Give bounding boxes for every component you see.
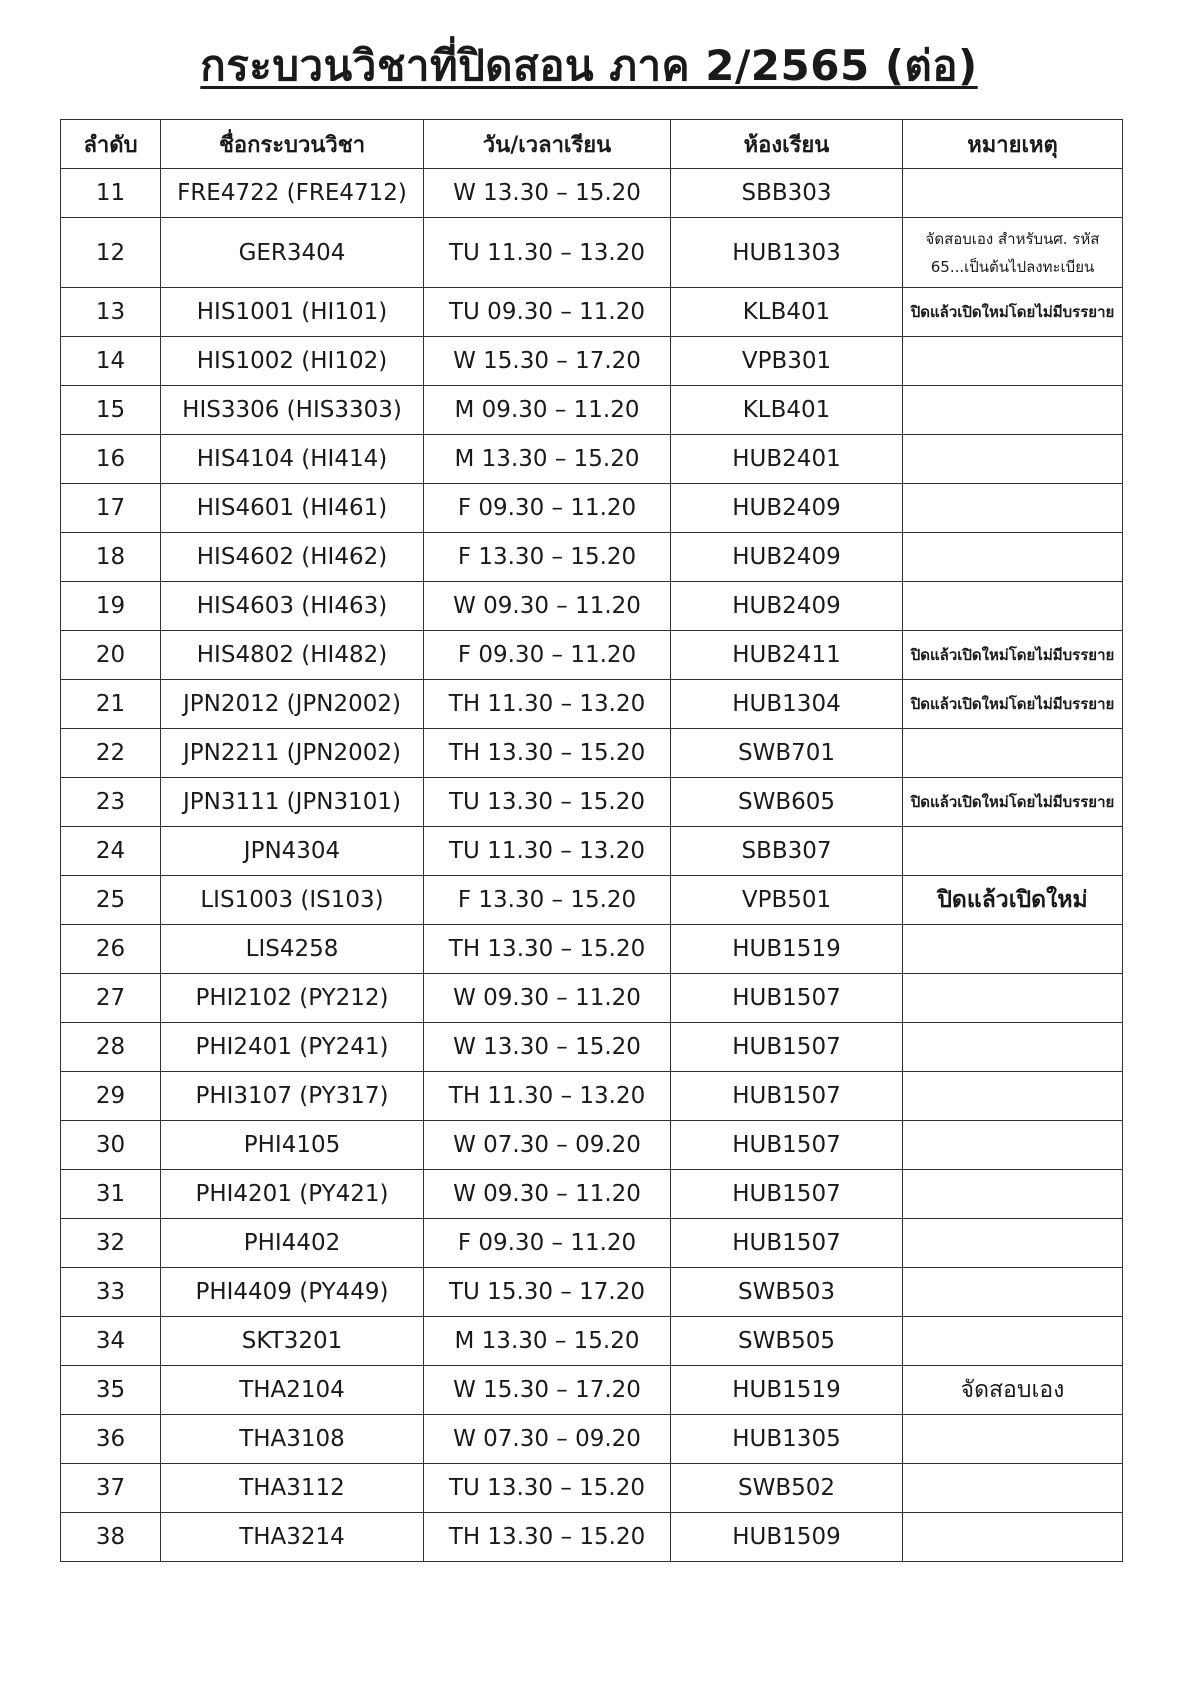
cell-room: VPB501 xyxy=(671,876,903,925)
cell-time: TU 09.30 – 11.20 xyxy=(424,288,671,337)
cell-course: THA3108 xyxy=(161,1415,424,1464)
cell-no: 30 xyxy=(61,1121,161,1170)
cell-remark xyxy=(903,827,1123,876)
table-row xyxy=(61,680,1123,729)
cell-room: SWB505 xyxy=(671,1317,903,1366)
cell-room: SWB502 xyxy=(671,1464,903,1513)
table-row xyxy=(61,1317,1123,1366)
cell-course: JPN4304 xyxy=(161,827,424,876)
cell-time: W 13.30 – 15.20 xyxy=(424,169,671,218)
cell-course: LIS1003 (IS103) xyxy=(161,876,424,925)
cell-remark xyxy=(903,582,1123,631)
cell-no: 11 xyxy=(61,169,161,218)
cell-remark xyxy=(903,533,1123,582)
cell-course: FRE4722 (FRE4712) xyxy=(161,169,424,218)
cell-time: F 09.30 – 11.20 xyxy=(424,1219,671,1268)
cell-room: KLB401 xyxy=(671,386,903,435)
table-row xyxy=(61,729,1123,778)
cell-remark xyxy=(903,925,1123,974)
cell-remark xyxy=(903,1121,1123,1170)
cell-remark xyxy=(903,778,1123,827)
cell-course: PHI4105 xyxy=(161,1121,424,1170)
cell-no: 34 xyxy=(61,1317,161,1366)
cell-room: SBB307 xyxy=(671,827,903,876)
cell-course: PHI4402 xyxy=(161,1219,424,1268)
cell-room: SWB503 xyxy=(671,1268,903,1317)
cell-remark xyxy=(903,288,1123,337)
cell-room: KLB401 xyxy=(671,288,903,337)
cell-room: HUB1305 xyxy=(671,1415,903,1464)
cell-no: 31 xyxy=(61,1170,161,1219)
cell-course: HIS4601 (HI461) xyxy=(161,484,424,533)
cell-time: W 07.30 – 09.20 xyxy=(424,1121,671,1170)
remark-text: จัดสอบเอง xyxy=(960,1377,1065,1403)
cell-no: 28 xyxy=(61,1023,161,1072)
cell-room: HUB2409 xyxy=(671,533,903,582)
table-row xyxy=(61,1023,1123,1072)
cell-course: HIS4603 (HI463) xyxy=(161,582,424,631)
cell-time: TH 11.30 – 13.20 xyxy=(424,1072,671,1121)
cell-no: 16 xyxy=(61,435,161,484)
cell-no: 27 xyxy=(61,974,161,1023)
cell-time: TU 11.30 – 13.20 xyxy=(424,218,671,288)
cell-time: M 09.30 – 11.20 xyxy=(424,386,671,435)
cell-time: TU 13.30 – 15.20 xyxy=(424,1464,671,1513)
cell-no: 20 xyxy=(61,631,161,680)
cell-no: 23 xyxy=(61,778,161,827)
cell-time: TH 11.30 – 13.20 xyxy=(424,680,671,729)
cell-time: TH 13.30 – 15.20 xyxy=(424,1513,671,1562)
cell-time: F 13.30 – 15.20 xyxy=(424,533,671,582)
cell-course: HIS4602 (HI462) xyxy=(161,533,424,582)
cell-remark xyxy=(903,1170,1123,1219)
table-row xyxy=(61,1513,1123,1562)
cell-remark xyxy=(903,218,1123,288)
cell-room: SWB701 xyxy=(671,729,903,778)
cell-course: GER3404 xyxy=(161,218,424,288)
cell-time: TU 13.30 – 15.20 xyxy=(424,778,671,827)
cell-remark xyxy=(903,435,1123,484)
table-row xyxy=(61,1072,1123,1121)
cell-time: F 13.30 – 15.20 xyxy=(424,876,671,925)
cell-course: THA3112 xyxy=(161,1464,424,1513)
table-row xyxy=(61,974,1123,1023)
header-time: วัน/เวลาเรียน xyxy=(424,120,671,169)
cell-remark xyxy=(903,974,1123,1023)
cell-no: 36 xyxy=(61,1415,161,1464)
cell-room: HUB2409 xyxy=(671,484,903,533)
table-row xyxy=(61,582,1123,631)
cell-room: HUB1507 xyxy=(671,1023,903,1072)
table-row xyxy=(61,386,1123,435)
table-row xyxy=(61,1268,1123,1317)
cell-room: HUB2401 xyxy=(671,435,903,484)
table-row xyxy=(61,1415,1123,1464)
table-row xyxy=(61,169,1123,218)
table-row xyxy=(61,1121,1123,1170)
cell-time: M 13.30 – 15.20 xyxy=(424,435,671,484)
cell-room: HUB1507 xyxy=(671,974,903,1023)
cell-room: HUB1303 xyxy=(671,218,903,288)
cell-time: F 09.30 – 11.20 xyxy=(424,631,671,680)
cell-remark xyxy=(903,169,1123,218)
cell-no: 24 xyxy=(61,827,161,876)
cell-remark xyxy=(903,1219,1123,1268)
cell-remark xyxy=(903,1366,1123,1415)
remark-text: ปิดแล้วเปิดใหม่โดยไม่มีบรรยาย xyxy=(910,695,1115,713)
table-row xyxy=(61,337,1123,386)
cell-no: 19 xyxy=(61,582,161,631)
cell-course: PHI2401 (PY241) xyxy=(161,1023,424,1072)
cell-no: 33 xyxy=(61,1268,161,1317)
remark-text: ปิดแล้วเปิดใหม่โดยไม่มีบรรยาย xyxy=(910,793,1115,811)
cell-remark xyxy=(903,1464,1123,1513)
cell-remark xyxy=(903,386,1123,435)
cell-room: HUB1507 xyxy=(671,1170,903,1219)
header-remark: หมายเหตุ xyxy=(903,120,1123,169)
cell-room: HUB2409 xyxy=(671,582,903,631)
table-body xyxy=(61,169,1123,1562)
table-row xyxy=(61,218,1123,288)
cell-no: 38 xyxy=(61,1513,161,1562)
table-header-row xyxy=(61,120,1123,169)
cell-room: HUB1507 xyxy=(671,1121,903,1170)
cell-room: HUB1304 xyxy=(671,680,903,729)
table-row xyxy=(61,925,1123,974)
table-row xyxy=(61,778,1123,827)
cell-course: PHI3107 (PY317) xyxy=(161,1072,424,1121)
cell-time: W 07.30 – 09.20 xyxy=(424,1415,671,1464)
cell-time: W 15.30 – 17.20 xyxy=(424,1366,671,1415)
table-row xyxy=(61,435,1123,484)
cell-room: HUB1507 xyxy=(671,1219,903,1268)
cell-no: 26 xyxy=(61,925,161,974)
cell-time: TU 11.30 – 13.20 xyxy=(424,827,671,876)
cell-no: 21 xyxy=(61,680,161,729)
cell-course: LIS4258 xyxy=(161,925,424,974)
cell-course: JPN2211 (JPN2002) xyxy=(161,729,424,778)
cell-time: TU 15.30 – 17.20 xyxy=(424,1268,671,1317)
table-row xyxy=(61,631,1123,680)
cell-time: TH 13.30 – 15.20 xyxy=(424,925,671,974)
course-table xyxy=(60,119,1123,1562)
cell-remark xyxy=(903,1513,1123,1562)
cell-course: PHI4409 (PY449) xyxy=(161,1268,424,1317)
cell-no: 22 xyxy=(61,729,161,778)
cell-course: JPN2012 (JPN2002) xyxy=(161,680,424,729)
cell-time: W 15.30 – 17.20 xyxy=(424,337,671,386)
cell-course: HIS1001 (HI101) xyxy=(161,288,424,337)
cell-no: 25 xyxy=(61,876,161,925)
cell-remark xyxy=(903,680,1123,729)
table-row xyxy=(61,1366,1123,1415)
cell-remark xyxy=(903,631,1123,680)
remark-text: ปิดแล้วเปิดใหม่โดยไม่มีบรรยาย xyxy=(910,646,1115,664)
table-row xyxy=(61,1464,1123,1513)
cell-remark xyxy=(903,1072,1123,1121)
cell-room: HUB1507 xyxy=(671,1072,903,1121)
cell-time: W 09.30 – 11.20 xyxy=(424,1170,671,1219)
cell-course: JPN3111 (JPN3101) xyxy=(161,778,424,827)
remark-text: ปิดแล้วเปิดใหม่ xyxy=(937,887,1088,913)
cell-no: 14 xyxy=(61,337,161,386)
cell-remark xyxy=(903,337,1123,386)
cell-time: W 09.30 – 11.20 xyxy=(424,974,671,1023)
page-title xyxy=(0,38,1178,94)
cell-room: SWB605 xyxy=(671,778,903,827)
cell-remark xyxy=(903,1268,1123,1317)
cell-course: HIS4104 (HI414) xyxy=(161,435,424,484)
cell-course: HIS3306 (HIS3303) xyxy=(161,386,424,435)
table-row xyxy=(61,827,1123,876)
cell-no: 32 xyxy=(61,1219,161,1268)
remark-text: จัดสอบเอง สำหรับนศ. รหัส 65...เป็นต้นไปลงทะเบียน xyxy=(925,229,1100,276)
table-row xyxy=(61,288,1123,337)
cell-time: W 13.30 – 15.20 xyxy=(424,1023,671,1072)
cell-course: HIS4802 (HI482) xyxy=(161,631,424,680)
cell-room: VPB301 xyxy=(671,337,903,386)
cell-remark xyxy=(903,484,1123,533)
table-row xyxy=(61,1170,1123,1219)
cell-no: 13 xyxy=(61,288,161,337)
table-row xyxy=(61,484,1123,533)
header-course: ชื่อกระบวนวิชา xyxy=(161,120,424,169)
cell-remark xyxy=(903,1317,1123,1366)
remark-text: ปิดแล้วเปิดใหม่โดยไม่มีบรรยาย xyxy=(910,303,1115,321)
cell-no: 37 xyxy=(61,1464,161,1513)
cell-room: HUB1519 xyxy=(671,925,903,974)
cell-no: 35 xyxy=(61,1366,161,1415)
cell-no: 29 xyxy=(61,1072,161,1121)
cell-course: THA2104 xyxy=(161,1366,424,1415)
cell-no: 17 xyxy=(61,484,161,533)
cell-course: PHI2102 (PY212) xyxy=(161,974,424,1023)
cell-room: SBB303 xyxy=(671,169,903,218)
cell-no: 18 xyxy=(61,533,161,582)
cell-time: M 13.30 – 15.20 xyxy=(424,1317,671,1366)
cell-room: HUB1519 xyxy=(671,1366,903,1415)
cell-room: HUB2411 xyxy=(671,631,903,680)
cell-time: F 09.30 – 11.20 xyxy=(424,484,671,533)
table-row xyxy=(61,533,1123,582)
cell-remark xyxy=(903,1415,1123,1464)
cell-course: PHI4201 (PY421) xyxy=(161,1170,424,1219)
cell-course: THA3214 xyxy=(161,1513,424,1562)
table-row xyxy=(61,876,1123,925)
cell-remark xyxy=(903,729,1123,778)
cell-time: TH 13.30 – 15.20 xyxy=(424,729,671,778)
cell-course: HIS1002 (HI102) xyxy=(161,337,424,386)
cell-room: HUB1509 xyxy=(671,1513,903,1562)
cell-remark xyxy=(903,1023,1123,1072)
cell-remark xyxy=(903,876,1123,925)
page-title-text: กระบวนวิชาที่ปิดสอน ภาค 2/2565 (ต่อ) xyxy=(200,41,978,90)
table-row xyxy=(61,1219,1123,1268)
cell-course: SKT3201 xyxy=(161,1317,424,1366)
header-room: ห้องเรียน xyxy=(671,120,903,169)
header-no: ลำดับ xyxy=(61,120,161,169)
cell-no: 12 xyxy=(61,218,161,288)
cell-no: 15 xyxy=(61,386,161,435)
cell-time: W 09.30 – 11.20 xyxy=(424,582,671,631)
